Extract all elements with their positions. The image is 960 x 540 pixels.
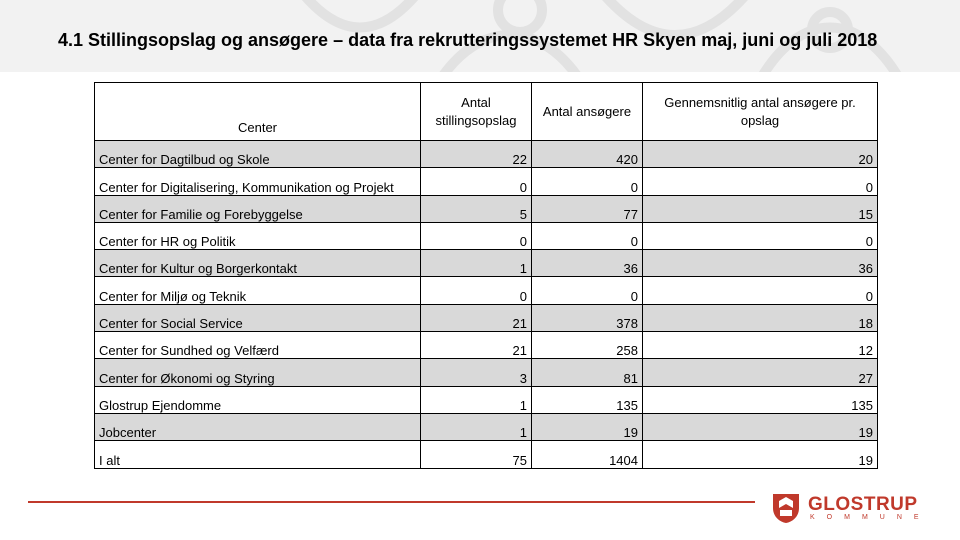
opslag-value: 5 bbox=[421, 195, 532, 222]
table-row bbox=[95, 195, 878, 222]
table-header-row bbox=[95, 83, 878, 141]
center-name: Center for Dagtilbud og Skole bbox=[95, 141, 421, 168]
center-name: Center for Miljø og Teknik bbox=[95, 277, 421, 304]
snit-value: 27 bbox=[643, 359, 878, 386]
stillingsopslag-table bbox=[94, 82, 878, 469]
opslag-value: 21 bbox=[421, 332, 532, 359]
center-name: Center for Økonomi og Styring bbox=[95, 359, 421, 386]
center-name: I alt bbox=[95, 441, 421, 468]
shield-icon bbox=[770, 492, 802, 524]
snit-value: 18 bbox=[643, 304, 878, 331]
logo-name: GLOSTRUP bbox=[808, 494, 918, 515]
center-name: Center for HR og Politik bbox=[95, 222, 421, 249]
snit-value: 0 bbox=[643, 277, 878, 304]
header-band bbox=[0, 0, 960, 72]
column-header-center: Center bbox=[95, 83, 421, 141]
opslag-value: 0 bbox=[421, 222, 532, 249]
ansogere-value: 0 bbox=[532, 168, 643, 195]
opslag-value: 22 bbox=[421, 141, 532, 168]
ansogere-value: 81 bbox=[532, 359, 643, 386]
table-row bbox=[95, 168, 878, 195]
ansogere-value: 135 bbox=[532, 386, 643, 413]
table-row bbox=[95, 359, 878, 386]
table-row bbox=[95, 413, 878, 440]
center-name: Center for Kultur og Borgerkontakt bbox=[95, 250, 421, 277]
center-name: Center for Familie og Forebyggelse bbox=[95, 195, 421, 222]
opslag-value: 75 bbox=[421, 441, 532, 468]
table-row bbox=[95, 222, 878, 249]
center-name: Glostrup Ejendomme bbox=[95, 386, 421, 413]
opslag-value: 0 bbox=[421, 168, 532, 195]
table-row bbox=[95, 304, 878, 331]
table-row bbox=[95, 332, 878, 359]
snit-value: 135 bbox=[643, 386, 878, 413]
snit-value: 0 bbox=[643, 222, 878, 249]
slide-title: 4.1 Stillingsopslag og ansøgere – data fra rekrutteringssystemet HR Skyen maj, juni og juli 2018 bbox=[58, 30, 878, 50]
snit-value: 0 bbox=[643, 168, 878, 195]
opslag-value: 1 bbox=[421, 413, 532, 440]
snit-value: 20 bbox=[643, 141, 878, 168]
center-name: Jobcenter bbox=[95, 413, 421, 440]
ansogere-value: 258 bbox=[532, 332, 643, 359]
ansogere-value: 77 bbox=[532, 195, 643, 222]
snit-value: 36 bbox=[643, 250, 878, 277]
table-row bbox=[95, 386, 878, 413]
ansogere-value: 19 bbox=[532, 413, 643, 440]
snit-value: 19 bbox=[643, 413, 878, 440]
ansogere-value: 36 bbox=[532, 250, 643, 277]
opslag-value: 3 bbox=[421, 359, 532, 386]
column-header-stillingsopslag: Antal stillingsopslag bbox=[421, 83, 532, 141]
ansogere-value: 0 bbox=[532, 277, 643, 304]
center-name: Center for Social Service bbox=[95, 304, 421, 331]
footer-divider bbox=[28, 501, 755, 503]
center-name: Center for Sundhed og Velfærd bbox=[95, 332, 421, 359]
opslag-value: 1 bbox=[421, 250, 532, 277]
opslag-value: 0 bbox=[421, 277, 532, 304]
snit-value: 12 bbox=[643, 332, 878, 359]
table-row bbox=[95, 141, 878, 168]
logo-subtitle: KOMMUNE bbox=[810, 514, 931, 521]
snit-value: 15 bbox=[643, 195, 878, 222]
ansogere-value: 1404 bbox=[532, 441, 643, 468]
table-row bbox=[95, 277, 878, 304]
opslag-value: 1 bbox=[421, 386, 532, 413]
ansogere-value: 0 bbox=[532, 222, 643, 249]
ansogere-value: 378 bbox=[532, 304, 643, 331]
ansogere-value: 420 bbox=[532, 141, 643, 168]
snit-value: 19 bbox=[643, 441, 878, 468]
table-total-row bbox=[95, 441, 878, 468]
column-header-ansogere: Antal ansøgere bbox=[532, 83, 643, 141]
table-row bbox=[95, 250, 878, 277]
center-name: Center for Digitalisering, Kommunikation og Projekt bbox=[95, 168, 421, 195]
opslag-value: 21 bbox=[421, 304, 532, 331]
column-header-gennemsnit: Gennemsnitlig antal ansøgere pr. opslag bbox=[643, 83, 878, 141]
glostrup-logo bbox=[770, 492, 940, 526]
